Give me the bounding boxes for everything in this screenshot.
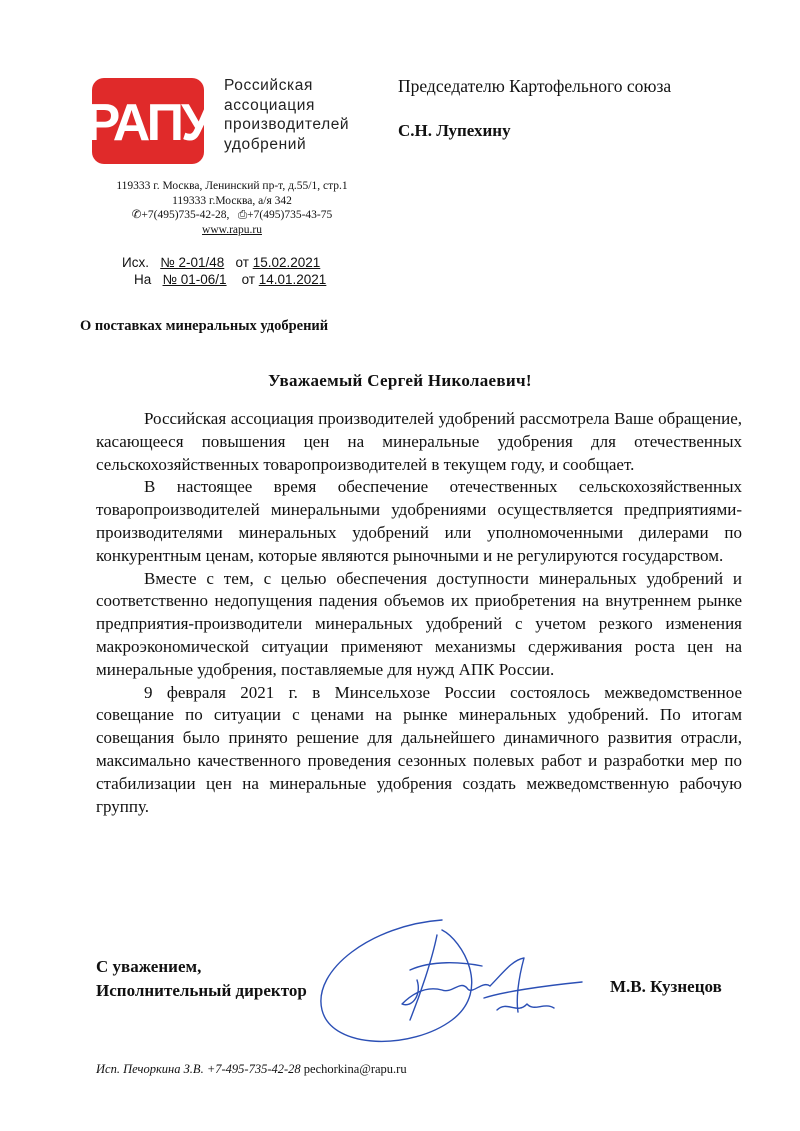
org-name-line: ассоциация: [224, 96, 316, 114]
rapu-logo-icon: [85, 78, 211, 164]
phone-icon: ✆: [131, 209, 142, 221]
address-block: [96, 179, 368, 237]
phone-number: +7(495)735-42-28,: [141, 209, 230, 221]
logo-lettering: РАПУ: [85, 94, 211, 152]
incoming-date: 14.01.2021: [258, 272, 327, 287]
body-paragraph: В настоящее время обеспечение отечественных сельскохозяйственных товаропроизводителей минеральными удобрениями осуществляется предприятиями-производителями минеральных удобрений или уполномоченными дилерами по конкурентным ценам, которые являются рыночными и не регулируются государством.: [96, 477, 742, 565]
outgoing-date-prefix: от: [235, 255, 249, 270]
body-paragraph: Вместе с тем, с целью обеспечения доступности минеральных удобрений и соответственно недопущения падения объемов их приобретения на внутреннем рынке предприятия-производители минеральных удобрений с учетом резкого изменения макроэкономической ситуации применяют механизмы сдерживания роста цен на минеральные удобрения, поставляемые для нужд АПК России.: [96, 568, 742, 679]
fax-icon: ⎙: [237, 209, 248, 221]
fax-number: +7(495)735-43-75: [247, 209, 333, 221]
executor-email[interactable]: pechorkina@rapu.ru: [303, 1062, 407, 1076]
body-paragraph: 9 февраля 2021 г. в Минсельхозе России состоялось межведомственное совещание по ситуации с ценами на рынке минеральных удобрений. По итогам совещания было принято решение для дальнейшего динамичного развития отрасли, максимально качественного проведения сезонных полевых работ и разработки мер по стабилизации цен на минеральные удобрения создать межведомственную рабочую группу.: [96, 682, 742, 816]
incoming-number: № 01-06/1: [162, 272, 227, 287]
recipient-name: С.Н. Лупехину: [398, 121, 511, 140]
address-line: 119333 г.Москва, а/я 342: [172, 194, 292, 207]
letter-subject: О поставках минеральных удобрений: [80, 318, 329, 334]
incoming-ref: [122, 271, 326, 288]
executor-info: Исп. Печоркина З.В. +7-495-735-42-28: [96, 1062, 301, 1076]
rapu-logo: [85, 78, 211, 164]
org-name-line: производителей: [224, 116, 350, 133]
outgoing-date: 15.02.2021: [252, 255, 321, 270]
website-link[interactable]: www.rapu.ru: [202, 223, 262, 236]
outgoing-label: Исх.: [122, 255, 149, 270]
signer-name: М.В. Кузнецов: [610, 977, 722, 996]
executor-footer: [96, 1062, 407, 1077]
org-name-line: Российская: [224, 77, 313, 94]
closing-salutation: С уважением,: [96, 957, 202, 976]
recipient-title: Председателю Картофельного союза: [398, 76, 672, 96]
outgoing-ref: [122, 254, 326, 271]
org-name: [224, 76, 349, 154]
handwritten-signature: [292, 900, 592, 1055]
contact-line: [96, 208, 368, 223]
incoming-date-prefix: от: [241, 272, 255, 287]
closing-block: [96, 955, 307, 1003]
address-line: 119333 г. Москва, Ленинский пр-т, д.55/1, стр.1: [116, 180, 348, 192]
org-name-line: удобрений: [224, 135, 307, 153]
signer-position: Исполнительный директор: [96, 981, 307, 1000]
body-paragraph: Российская ассоциация производителей удобрений рассмотрела Ваше обращение, касающееся повышения цен на минеральные удобрения для отечественных сельскохозяйственных товаропроизводителей в текущем году, и сообщает.: [96, 409, 742, 474]
outgoing-number: № 2-01/48: [160, 255, 225, 270]
letter-body: [96, 408, 742, 818]
reference-block: [122, 254, 326, 288]
incoming-label: На: [134, 272, 152, 287]
greeting: Уважаемый Сергей Николаевич!: [268, 371, 532, 390]
